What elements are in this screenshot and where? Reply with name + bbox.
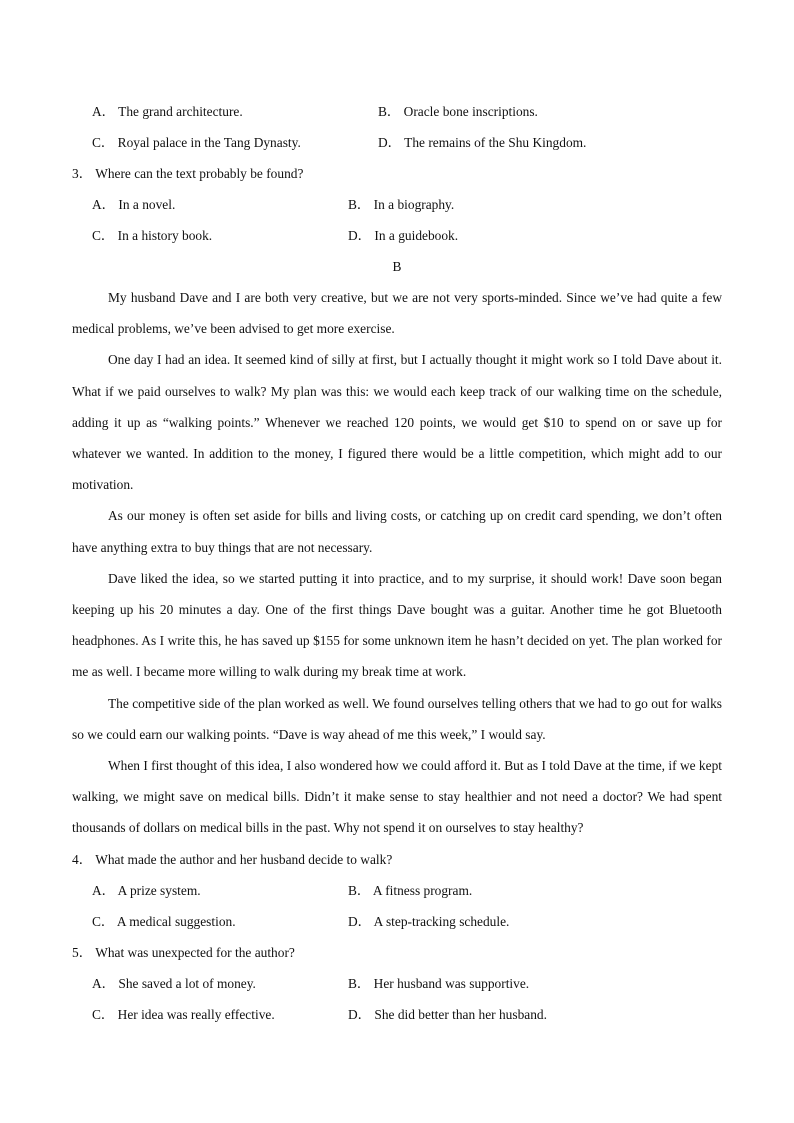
section-label: B: [392, 259, 402, 274]
passage-paragraph: When I first thought of this idea, I also wondered how we could afford it. But as I told Dave at the time, if we kept walking, we might save on medical bills. Didn’t it make sense to stay healthier and not need a doctor? We had spent thousands of dollars on medical bills in the past. Why not spend it on ourselves to stay healthy?: [72, 758, 722, 836]
q3-option-b: B． In a biography.: [348, 197, 455, 212]
q4-options-row-1: [72, 875, 722, 906]
q4-option-b: B． A fitness program.: [348, 882, 473, 898]
q4-option-c: C． A medical suggestion.: [92, 913, 236, 929]
q5-option-a: A． She saved a lot of money.: [92, 975, 256, 991]
q3-options-row-2: [72, 220, 722, 251]
q5-options-row-1: [72, 968, 722, 999]
passage-paragraph: My husband Dave and I are both very creative, but we are not very sports-minded. Since we’ve had quite a few medical problems, we’ve been advised to get more exercise.: [72, 290, 722, 337]
q3-option-d: D． In a guidebook.: [348, 228, 459, 243]
q2-options-row-2: [72, 127, 722, 158]
q3-option-a: A． In a novel.: [92, 197, 176, 212]
passage: [72, 282, 722, 844]
q3-options-row-1: [72, 189, 722, 220]
q2-option-a: A． The grand architecture.: [92, 104, 243, 119]
q4-question: 4． What made the author and her husband decide to walk?: [72, 851, 393, 867]
q3-question: 3． Where can the text probably be found?: [72, 166, 304, 181]
q5-option-d: D． She did better than her husband.: [348, 1006, 547, 1022]
q2-options-row-1: [72, 96, 722, 127]
passage-paragraph: Dave liked the idea, so we started putting it into practice, and to my surprise, it should work! Dave soon began keeping up his 20 minutes a day. One of the first things Dave bought was a guitar. Another time he got Bluetooth headphones. As I write this, he has saved up $155 for some unknown item he hasn’t decided on yet. The plan worked for me as well. I became more willing to walk during my break time at work.: [72, 570, 722, 680]
q5-question: 5． What was unexpected for the author?: [72, 944, 295, 960]
q2-option-c: C． Royal palace in the Tang Dynasty.: [92, 135, 301, 150]
passage-paragraph: One day I had an idea. It seemed kind of silly at first, but I actually thought it might work so I told Dave about it. What if we paid ourselves to walk? My plan was this: we would each keep track of our walking time on the schedule, adding it up as “walking points.” Whenever we reached 120 points, we would get $10 to spend on or save up for whatever we wanted. In addition to the money, I figured there would be a little competition, which might add to our motivation.: [72, 352, 722, 493]
passage-paragraph: As our money is often set aside for bills and living costs, or catching up on credit card spending, we don’t often have anything extra to buy things that are not necessary.: [72, 508, 722, 555]
q5-option-b: B． Her husband was supportive.: [348, 975, 530, 991]
passage-paragraph: The competitive side of the plan worked as well. We found ourselves telling others that we had to go out for walks so we could earn our walking points. “Dave is way ahead of me this week,” I would say.: [72, 695, 722, 742]
q5-options-row-2: [72, 999, 722, 1030]
q4-option-a: A． A prize system.: [92, 882, 201, 898]
q3-option-c: C． In a history book.: [92, 228, 213, 243]
exam-page: [72, 96, 722, 1030]
q4-options-row-2: [72, 906, 722, 937]
q5-option-c: C． Her idea was really effective.: [92, 1006, 275, 1022]
q2-option-d: D． The remains of the Shu Kingdom.: [378, 135, 587, 150]
q4-option-d: D． A step-tracking schedule.: [348, 913, 510, 929]
q2-option-b: B． Oracle bone inscriptions.: [378, 104, 538, 119]
